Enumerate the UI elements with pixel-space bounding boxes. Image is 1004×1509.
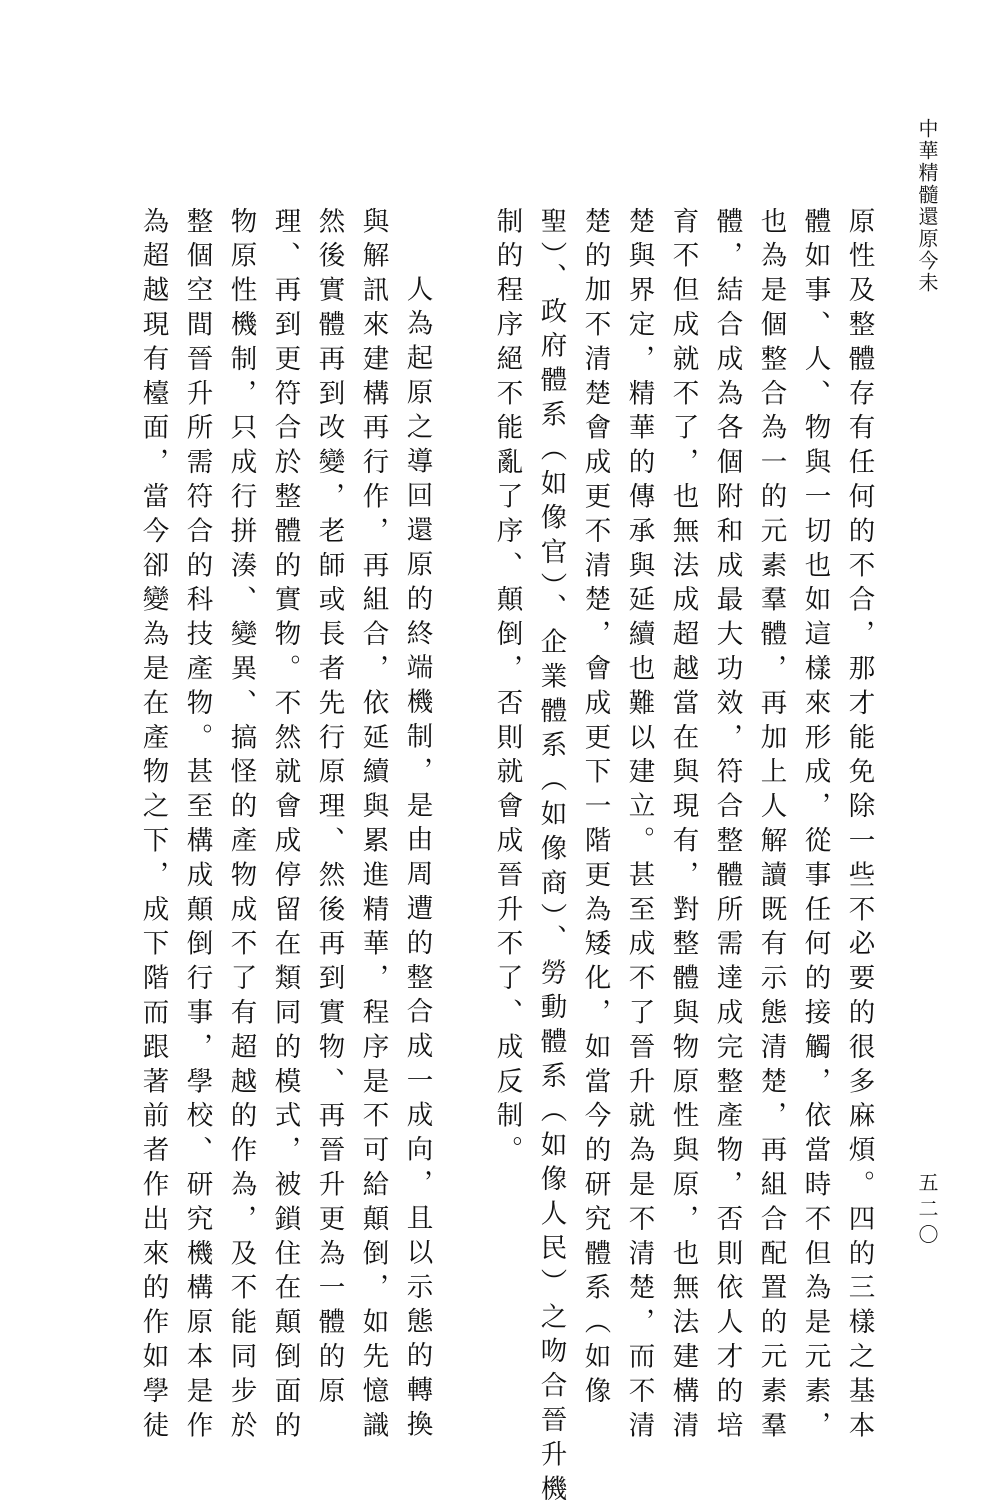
text-column-1: 原性及整體存有任何的不合，那才能免除一些不必要的很多麻煩。四的三樣之基本 bbox=[843, 207, 875, 1446]
text-column-4: 體，結合成為各個附和成最大功效，符合整體所需達成完整產物，否則依人才的培 bbox=[711, 207, 743, 1446]
text-column-10: 人為起原之導回還原的終端機制，是由周遭的整合成一成向，且以示態的轉換 bbox=[401, 275, 433, 1445]
text-column-16: 為超越現有檯面，當今卻變為是在產物之下，成下階而跟著前者作出來的作如學徒 bbox=[137, 207, 169, 1446]
text-column-12: 然後實體再到改變，老師或長者先行原理、然後再到實物、再晉升更為一體的原 bbox=[313, 207, 345, 1411]
text-column-15: 整個空間晉升所需符合的科技產物。甚至構成顛倒行事，學校、研究機構原本是作 bbox=[181, 207, 213, 1446]
text-column-14: 物原性機制，只成行拼湊、變異、搞怪的產物成不了有超越的作為，及不能同步於 bbox=[225, 207, 257, 1446]
text-column-5: 育不但成就不了，也無法成超越當在與現有，對整體與物原性與原，也無法建構清 bbox=[667, 207, 699, 1446]
text-column-6: 楚與界定，精華的傳承與延續也難以建立。甚至成不了晉升就為是不清楚，而不清 bbox=[623, 207, 655, 1446]
text-column-11: 與解訊來建構再行作，再組合，依延續與累進精華，程序是不可給顛倒，如先憶識 bbox=[357, 207, 389, 1446]
text-column-2: 體如事、人、物與一切也如這樣來形成，從事任何的接觸，依當時不但為是元素， bbox=[799, 207, 831, 1446]
running-header-title: 中華精髓還原今未 bbox=[915, 118, 939, 294]
text-column-8: 聖）、政府體系（如像官）、企業體系（如像商）、勞動體系（如像人民）之吻合晉升機 bbox=[535, 207, 567, 1509]
text-column-13: 理、再到更符合於整體的實物。不然就會成停留在類同的模式，被鎖住在顛倒面的 bbox=[269, 207, 301, 1446]
text-column-3: 也為是個整合為一的元素羣體，再加上人解讀既有示態清楚，再組合配置的元素羣 bbox=[755, 207, 787, 1446]
text-column-7: 楚的加不清楚會成更不清楚，會成更下一階更為矮化，如當今的研究體系（如像 bbox=[579, 207, 611, 1411]
page-number: 五二〇 bbox=[915, 1172, 939, 1250]
text-column-9: 制的程序絕不能亂了序、顛倒，否則就會成晉升不了、成反制。 bbox=[491, 207, 523, 1171]
